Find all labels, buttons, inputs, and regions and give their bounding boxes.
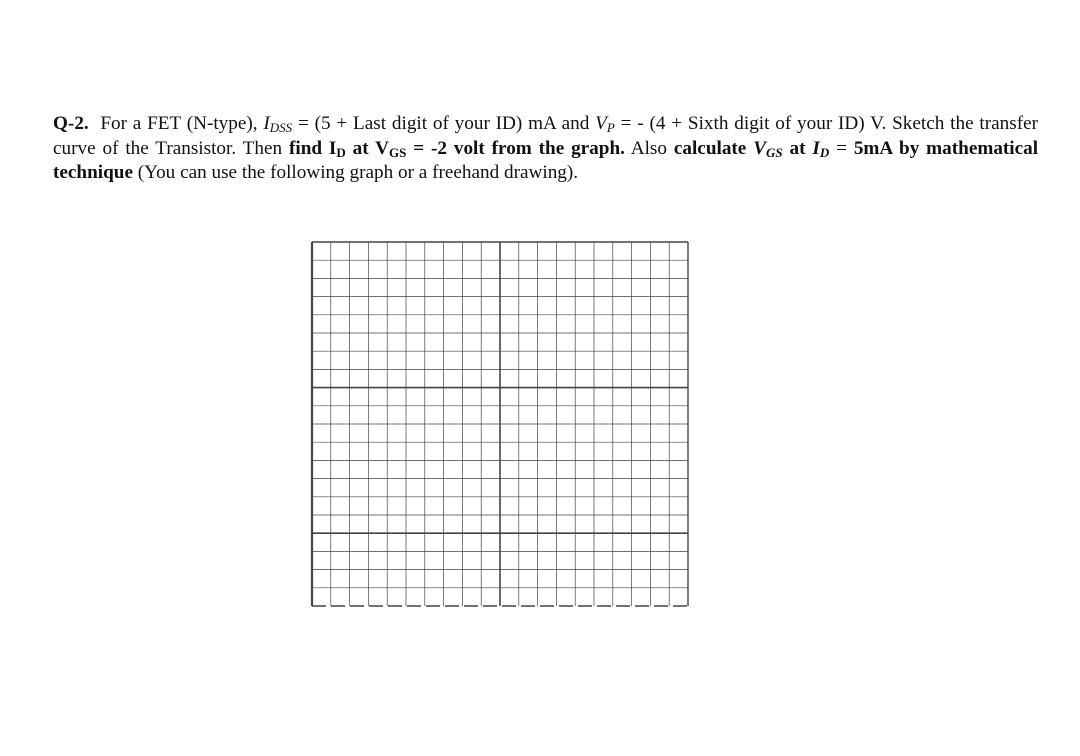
vp-symbol: $V_P$ — [595, 113, 615, 135]
calculate-instruction: calculate — [673, 137, 747, 159]
question-text-part-4: Also — [630, 137, 667, 159]
question-text — [53, 112, 1038, 186]
graph-paper-grid — [310, 240, 694, 610]
question-text-part-2: = (5 + Last digit of your ID) mA and — [297, 113, 590, 134]
question-number: Q-2. — [53, 113, 89, 134]
mathematical-technique-instruction: 5mA by mathematical technique — [53, 137, 1039, 183]
question-text-part-3: = - (4 + Sixth digit of your ID) V. Sketch the transfer curve of the Transistor. Then — [53, 113, 1039, 159]
equals-sign: = — [836, 137, 847, 159]
find-id-instruction: find $I_D$ at $V_{GS} = -2$ volt from the graph. — [288, 137, 625, 160]
idss-symbol: $I_{DSS}$ — [263, 113, 293, 135]
question-text-part-1: For a FET (N-type), — [100, 113, 258, 134]
question-text-part-6: (You can use the following graph or a freehand drawing). — [137, 162, 579, 183]
id-symbol: $I_D$ — [812, 137, 830, 160]
vgs-symbol: $V_{GS}$ — [753, 137, 783, 160]
at-word: at — [789, 137, 806, 159]
